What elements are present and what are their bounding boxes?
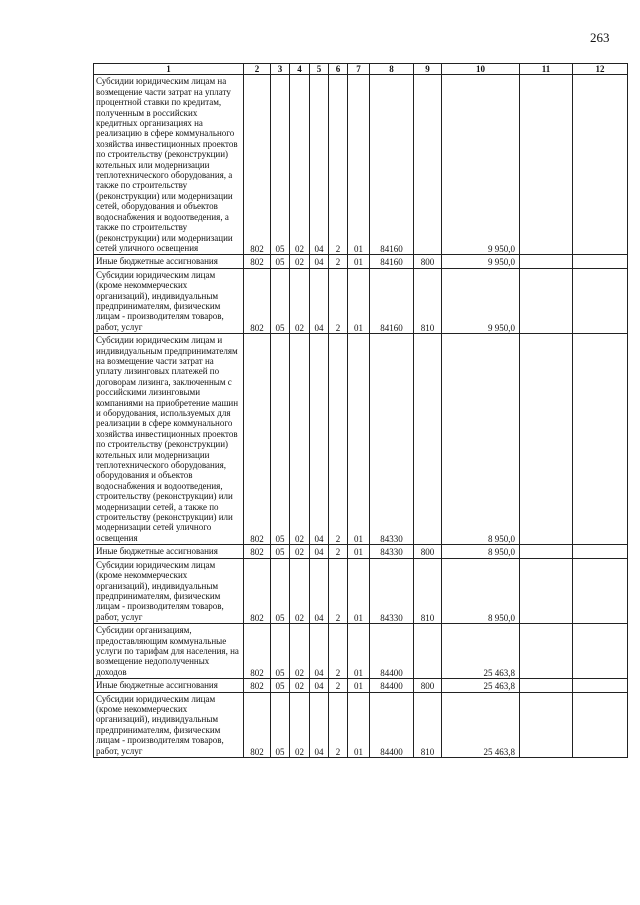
cell-c11: [520, 334, 573, 545]
cell-c2: 802: [244, 334, 271, 545]
table-row: [94, 255, 628, 268]
cell-c7: 01: [348, 75, 370, 255]
row-name: Иные бюджетные ассигнования: [94, 545, 244, 558]
row-name: Иные бюджетные ассигнования: [94, 679, 244, 692]
cell-c7: 01: [348, 268, 370, 333]
table-row: [94, 679, 628, 692]
cell-c8: 84160: [370, 75, 414, 255]
cell-c12: [573, 268, 628, 333]
cell-c8: 84330: [370, 545, 414, 558]
cell-c5: 04: [310, 255, 329, 268]
cell-c11: [520, 545, 573, 558]
table-row: [94, 692, 628, 757]
cell-c5: 04: [310, 268, 329, 333]
cell-c4: 02: [290, 255, 310, 268]
cell-c6: 2: [329, 255, 348, 268]
cell-c7: 01: [348, 679, 370, 692]
column-header: 2: [244, 64, 271, 75]
cell-c3: 05: [271, 545, 290, 558]
cell-c11: [520, 692, 573, 757]
cell-c9: [414, 75, 442, 255]
row-name: Субсидии юридическим лицам (кроме некоммерческих организаций), индивидуальным предпринимателям, физическим лицам - производителям товаров, работ, услуг: [94, 558, 244, 623]
cell-c3: 05: [271, 679, 290, 692]
row-name: Субсидии организациям, предоставляющим коммунальные услуги по тарифам для населения, на возмещение недополученных доходов: [94, 624, 244, 679]
column-header: 1: [94, 64, 244, 75]
cell-c2: 802: [244, 679, 271, 692]
row-name: Субсидии юридическим лицам на возмещение части затрат на уплату процентной ставки по кредитам, полученным в российских кредитных организациях на реализацию в сфере коммунального хозяйства инвестиционных проектов по строительству (реконструкции) котельных или модернизации теплотехнического оборудования, а также по строительству (реконструкции) или модернизации сетей, оборудования и объектов водоснабжения и водоотведения, а также по строительству (реконструкции) или модернизации сетей уличного освещения: [94, 75, 244, 255]
column-header: 12: [573, 64, 628, 75]
cell-c9: 810: [414, 268, 442, 333]
cell-c8: 84400: [370, 692, 414, 757]
cell-c6: 2: [329, 75, 348, 255]
cell-c11: [520, 558, 573, 623]
row-name: Субсидии юридическим лицам и индивидуальным предпринимателям на возмещение части затрат на уплату лизинговых платежей по договорам лизинга, заключенным с российскими лизинговыми компаниями на приобретение машин и оборудования, используемых для реализации в сфере коммунального хозяйства инвестиционных проектов по строительству (реконструкции) котельных или модернизации теплотехнического оборудования, оборудования и объектов водоснабжения и водоотведения, строительству (реконструкции) или модернизации сетей, а также по строительству (реконструкции) или модернизации сетей уличного освещения: [94, 334, 244, 545]
cell-c12: [573, 558, 628, 623]
cell-c8: 84400: [370, 679, 414, 692]
cell-c12: [573, 255, 628, 268]
cell-c7: 01: [348, 692, 370, 757]
cell-c9: 800: [414, 545, 442, 558]
column-header: 8: [370, 64, 414, 75]
cell-amount: 25 463,8: [442, 624, 520, 679]
column-header: 7: [348, 64, 370, 75]
cell-c3: 05: [271, 624, 290, 679]
cell-c6: 2: [329, 558, 348, 623]
cell-c9: 810: [414, 692, 442, 757]
cell-c4: 02: [290, 268, 310, 333]
cell-c7: 01: [348, 334, 370, 545]
cell-c8: 84330: [370, 558, 414, 623]
cell-c12: [573, 545, 628, 558]
budget-table: [93, 63, 628, 758]
cell-c5: 04: [310, 624, 329, 679]
cell-c4: 02: [290, 624, 310, 679]
cell-c2: 802: [244, 624, 271, 679]
row-name: Субсидии юридическим лицам (кроме некоммерческих организаций), индивидуальным предпринимателям, физическим лицам - производителям товаров, работ, услуг: [94, 692, 244, 757]
table-row: [94, 268, 628, 333]
cell-c3: 05: [271, 75, 290, 255]
cell-c7: 01: [348, 545, 370, 558]
cell-c4: 02: [290, 75, 310, 255]
cell-c5: 04: [310, 334, 329, 545]
cell-c7: 01: [348, 558, 370, 623]
cell-c12: [573, 334, 628, 545]
cell-c6: 2: [329, 268, 348, 333]
column-header: 10: [442, 64, 520, 75]
cell-amount: 25 463,8: [442, 692, 520, 757]
cell-c3: 05: [271, 268, 290, 333]
cell-c5: 04: [310, 679, 329, 692]
cell-c12: [573, 679, 628, 692]
cell-c6: 2: [329, 545, 348, 558]
cell-c6: 2: [329, 692, 348, 757]
cell-c5: 04: [310, 692, 329, 757]
cell-c9: 810: [414, 558, 442, 623]
cell-c4: 02: [290, 545, 310, 558]
cell-c2: 802: [244, 268, 271, 333]
cell-amount: 8 950,0: [442, 558, 520, 623]
cell-c8: 84160: [370, 255, 414, 268]
table-row: [94, 624, 628, 679]
cell-c2: 802: [244, 75, 271, 255]
page-number: 263: [590, 30, 610, 45]
cell-c11: [520, 679, 573, 692]
cell-c2: 802: [244, 558, 271, 623]
cell-c12: [573, 75, 628, 255]
cell-c8: 84160: [370, 268, 414, 333]
row-name: Субсидии юридическим лицам (кроме некоммерческих организаций), индивидуальным предпринимателям, физическим лицам - производителям товаров, работ, услуг: [94, 268, 244, 333]
cell-c4: 02: [290, 558, 310, 623]
cell-amount: 9 950,0: [442, 75, 520, 255]
column-header: 3: [271, 64, 290, 75]
column-header: 9: [414, 64, 442, 75]
cell-c12: [573, 624, 628, 679]
table-header-row: [94, 64, 628, 75]
cell-c7: 01: [348, 624, 370, 679]
cell-amount: 8 950,0: [442, 545, 520, 558]
cell-c4: 02: [290, 334, 310, 545]
cell-c8: 84400: [370, 624, 414, 679]
cell-c11: [520, 255, 573, 268]
cell-c6: 2: [329, 624, 348, 679]
cell-c5: 04: [310, 545, 329, 558]
column-header: 11: [520, 64, 573, 75]
cell-c11: [520, 75, 573, 255]
table-row: [94, 545, 628, 558]
cell-c11: [520, 624, 573, 679]
column-header: 4: [290, 64, 310, 75]
cell-c8: 84330: [370, 334, 414, 545]
cell-c5: 04: [310, 75, 329, 255]
table-row: [94, 75, 628, 255]
cell-c3: 05: [271, 558, 290, 623]
cell-c9: 800: [414, 255, 442, 268]
cell-c11: [520, 268, 573, 333]
cell-amount: 9 950,0: [442, 255, 520, 268]
cell-c5: 04: [310, 558, 329, 623]
cell-c12: [573, 692, 628, 757]
cell-c6: 2: [329, 334, 348, 545]
table-row: [94, 334, 628, 545]
row-name: Иные бюджетные ассигнования: [94, 255, 244, 268]
cell-c7: 01: [348, 255, 370, 268]
cell-c2: 802: [244, 545, 271, 558]
cell-c9: [414, 624, 442, 679]
cell-amount: 8 950,0: [442, 334, 520, 545]
column-header: 5: [310, 64, 329, 75]
cell-c9: [414, 334, 442, 545]
cell-c2: 802: [244, 692, 271, 757]
cell-c3: 05: [271, 255, 290, 268]
cell-c3: 05: [271, 692, 290, 757]
cell-c4: 02: [290, 692, 310, 757]
table-row: [94, 558, 628, 623]
cell-amount: 25 463,8: [442, 679, 520, 692]
cell-c4: 02: [290, 679, 310, 692]
cell-c9: 800: [414, 679, 442, 692]
cell-c2: 802: [244, 255, 271, 268]
cell-c6: 2: [329, 679, 348, 692]
cell-amount: 9 950,0: [442, 268, 520, 333]
cell-c3: 05: [271, 334, 290, 545]
column-header: 6: [329, 64, 348, 75]
